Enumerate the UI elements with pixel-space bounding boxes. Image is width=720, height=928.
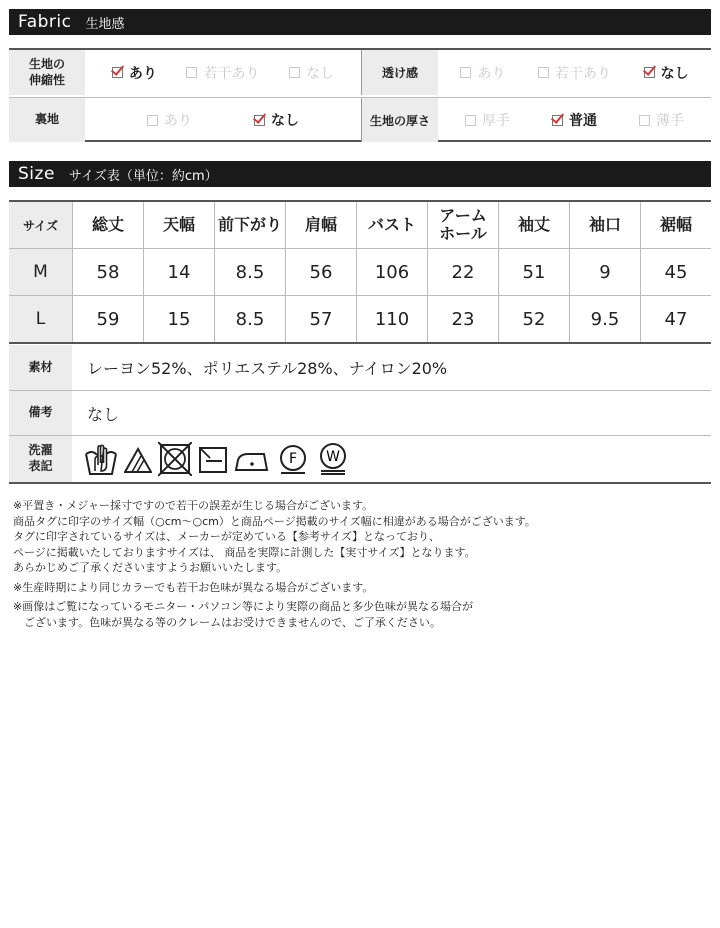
size-value-cell: 56 <box>285 249 356 295</box>
size-value-cell: 23 <box>427 296 498 342</box>
fabric-title-en: Fabric <box>18 12 72 32</box>
size-corner-label: サイズ <box>9 202 72 248</box>
unchecked-box-icon <box>460 67 471 78</box>
remarks-row <box>9 390 711 435</box>
thickness-label: 生地の厚さ <box>362 98 438 142</box>
material-label: 素材 <box>9 345 72 390</box>
unchecked-box-icon <box>465 115 476 126</box>
dry-clean-letter: F <box>288 451 298 467</box>
size-title-en: Size <box>18 164 55 184</box>
unchecked-box-icon <box>639 115 650 126</box>
fabric-table <box>9 48 711 142</box>
lining-label: 裏地 <box>9 98 85 142</box>
material-row <box>9 345 711 390</box>
size-value-cell: 22 <box>427 249 498 295</box>
stretch-option-1 <box>186 63 259 83</box>
note-line: ※画像はご覧になっているモニター・パソコン等により実際の商品と多少色味が異なる場合が <box>13 600 473 613</box>
dry-clean-f-icon <box>276 442 310 476</box>
flat-dry-shade-icon <box>198 442 228 476</box>
size-header-cell: 肩幅 <box>285 202 356 248</box>
sheer-option-label: 若干あり <box>554 65 611 82</box>
size-header-cell: 袖丈 <box>498 202 569 248</box>
size-label: L <box>9 296 72 342</box>
remarks-value: なし <box>87 404 120 424</box>
note-line: ※平置き・メジャー採寸ですので若干の誤差が生じる場合がございます。 <box>13 499 374 512</box>
size-row-m <box>9 248 711 295</box>
fabric-row-2 <box>9 97 711 142</box>
size-header-cell: 天幅 <box>143 202 214 248</box>
size-header-cell: バスト <box>356 202 427 248</box>
stretch-option-0 <box>112 63 157 83</box>
size-title-jp: サイズ表（単位：約cm） <box>68 168 218 184</box>
hand-wash-icon <box>84 442 118 476</box>
checkmark-icon <box>253 110 266 124</box>
thickness-option-label: 薄手 <box>656 113 684 129</box>
wet-clean-w-icon <box>316 442 350 476</box>
care-label-line1: 洗濯 <box>28 443 53 458</box>
size-value-cell: 58 <box>72 249 143 295</box>
lining-option-label: なし <box>271 113 299 129</box>
stretch-label-line2: 伸縮性 <box>28 72 65 87</box>
thickness-option-label: 厚手 <box>482 113 510 129</box>
size-value-cell: 45 <box>640 249 711 295</box>
unchecked-box-icon <box>289 67 300 78</box>
size-value-cell: 8.5 <box>214 296 285 342</box>
bleach-icon <box>124 442 152 476</box>
care-label <box>9 436 72 482</box>
checkmark-icon <box>551 110 564 124</box>
care-icons <box>72 436 350 482</box>
size-header-cell: 前下がり <box>214 202 285 248</box>
size-value-cell: 106 <box>356 249 427 295</box>
size-value-cell: 57 <box>285 296 356 342</box>
sheer-options <box>438 50 711 95</box>
thickness-option-1 <box>552 110 597 130</box>
size-row-l <box>9 295 711 342</box>
stretch-option-label: あり <box>128 65 157 82</box>
unchecked-box-icon <box>147 115 158 126</box>
size-value-cell: 14 <box>143 249 214 295</box>
size-value-cell: 110 <box>356 296 427 342</box>
size-header-cell: アーム ホール <box>427 202 498 248</box>
note-line: 商品タグに印字のサイズ幅（○cm〜○cm）と商品ページ掲載のサイズ幅に相違がある場合がございます。 <box>13 514 536 528</box>
stretch-option-label: なし <box>306 65 335 82</box>
stretch-option-label: 若干あり <box>203 65 260 82</box>
unchecked-box-icon <box>538 67 549 78</box>
size-value-cell: 15 <box>143 296 214 342</box>
note-line: タグに印字されているサイズは、メーカーが定めている【参考サイズ】となっており、 <box>13 530 441 543</box>
sheer-option-label: なし <box>660 65 689 82</box>
notes <box>13 498 713 630</box>
fabric-title-jp: 生地感 <box>85 16 125 32</box>
size-value-cell: 8.5 <box>214 249 285 295</box>
stretch-options <box>85 50 361 95</box>
thickness-option-2 <box>639 110 684 130</box>
lining-option-1 <box>254 110 299 130</box>
size-table <box>9 200 711 344</box>
lining-option-0 <box>147 110 192 130</box>
note-line: ございます。色味が異なる等のクレームはお受けできませんので、ご了承ください。 <box>13 615 441 629</box>
wet-clean-letter: W <box>326 449 340 465</box>
stretch-label-line1: 生地の <box>28 56 65 71</box>
size-section-header <box>9 161 711 187</box>
checkmark-icon <box>643 62 656 76</box>
size-value-cell: 9.5 <box>569 296 640 342</box>
sheer-label: 透け感 <box>362 50 438 95</box>
size-header-row <box>9 202 711 248</box>
no-tumble-dry-icon <box>158 442 192 476</box>
info-table <box>9 345 711 484</box>
iron-low-icon <box>234 442 270 476</box>
sheer-option-1 <box>538 63 611 83</box>
size-header-cell: 裾幅 <box>640 202 711 248</box>
size-value-cell: 52 <box>498 296 569 342</box>
checkmark-icon <box>111 62 124 76</box>
thickness-option-label: 普通 <box>569 113 597 129</box>
size-header-cell: 総丈 <box>72 202 143 248</box>
sheer-option-2 <box>644 63 689 83</box>
care-row <box>9 435 711 482</box>
sheer-option-label: あり <box>477 65 506 82</box>
fabric-row-1 <box>9 50 711 95</box>
lining-options <box>85 98 361 142</box>
checked-box-icon <box>254 115 265 126</box>
stretch-option-2 <box>289 63 334 83</box>
remarks-label: 備考 <box>9 391 72 435</box>
sheer-option-0 <box>460 63 505 83</box>
lining-option-label: あり <box>164 113 192 129</box>
size-value-cell: 9 <box>569 249 640 295</box>
unchecked-box-icon <box>186 67 197 78</box>
note-line: ページに掲載いたしておりますサイズは、 商品を実際に計測した【実寸サイズ】となります。 <box>13 545 476 559</box>
size-value-cell: 59 <box>72 296 143 342</box>
stretch-label <box>9 50 85 95</box>
checked-box-icon <box>552 115 563 126</box>
fabric-section-header <box>9 9 711 35</box>
material-value: レーヨン52%、ポリエステル28%、ナイロン20% <box>87 359 448 378</box>
care-label-line2: 表記 <box>28 459 53 473</box>
note-line: ※生産時期により同じカラーでも若干お色味が異なる場合がございます。 <box>13 580 374 594</box>
checked-box-icon <box>644 67 655 78</box>
size-label: M <box>9 249 72 295</box>
size-header-cell: 袖口 <box>569 202 640 248</box>
checked-box-icon <box>112 67 123 78</box>
thickness-options <box>438 98 711 142</box>
thickness-option-0 <box>465 110 510 130</box>
note-line: あらかじめご了承くださいますようお願いいたします。 <box>13 561 288 574</box>
size-value-cell: 51 <box>498 249 569 295</box>
size-value-cell: 47 <box>640 296 711 342</box>
